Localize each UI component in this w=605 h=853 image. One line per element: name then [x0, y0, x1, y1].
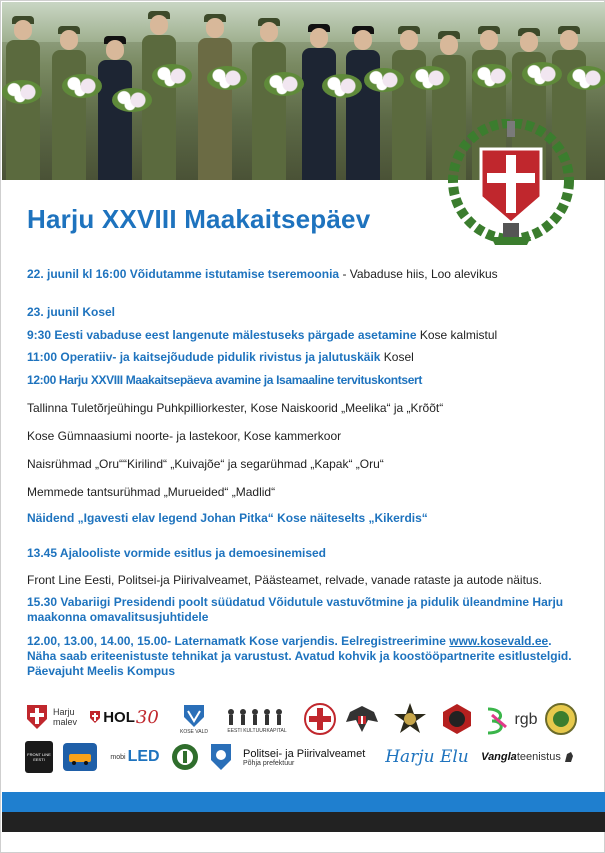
green-circle-icon — [170, 742, 200, 772]
sponsor-logos — [21, 699, 591, 777]
shield-emblem-icon — [440, 702, 474, 736]
eagle-logo — [343, 701, 381, 737]
program-item-lantern-hike — [27, 634, 572, 679]
program-item-wreaths-title: 9:30 Eesti vabaduse eest langenute mälestuseks pärgade asetamine — [27, 328, 417, 342]
rgb-logo: rgb — [481, 703, 541, 737]
event-tree-planting-time: 22. juunil kl 16:00 Võidutamme istutamise tseremoonia — [27, 267, 340, 281]
exhibit-line: Front Line Eesti, Politsei-ja Piirivalveamet, Päästeamet, relvade, vanade rataste ja autode näitus. — [27, 573, 542, 587]
program-item-wreaths — [27, 328, 497, 343]
harju-malev-emblem — [441, 119, 581, 259]
blue-crest-icon — [209, 742, 233, 772]
green-badge-logo — [169, 741, 201, 773]
kulka-figures-icon — [225, 706, 289, 728]
performer-line: Memmede tantsurühmad „Murueided“ „Madlid“ — [27, 485, 276, 499]
rgb-swirl-icon — [484, 705, 510, 735]
lantern-hike-text: 12.00, 13.00, 14.00, 15.00- Laternamatk Kose varjendis. Eelregistreerimine — [27, 634, 450, 648]
program-item-play: Näidend „Igavesti elav legend Johan Pitka“ Kose näiteselts „Kikerdis“ — [27, 511, 428, 525]
day-header: 23. juunil Kosel — [27, 305, 116, 319]
event-tree-planting-place: - Vabaduse hiis, Loo alevikus — [339, 267, 498, 281]
harju-elu-logo: Harju Elu — [385, 747, 469, 767]
lion-icon — [563, 750, 575, 764]
program-item-victory-fire: 15.30 Vabariigi Presidendi poolt süüdatud Võidutule vastuvõtmine ja pidulik üleandmine Harju maakonna omavalitsusjuhtidele — [27, 595, 564, 624]
rescue-board-logo — [391, 701, 429, 737]
footer-black-bar — [2, 812, 605, 832]
star-badge-icon — [392, 702, 428, 736]
program-item-parade — [27, 350, 414, 365]
motorsport-logo — [63, 743, 97, 771]
blue-crest-logo — [207, 741, 235, 773]
performer-line: Kose Gümnaasiumi noorte- ja lastekoor, Kose kammerkoor — [27, 429, 342, 443]
program-item-uniforms: 13.45 Ajalooliste vormide esitlus ja demoesinemised — [27, 546, 327, 560]
naiskodukaitse-logo — [303, 701, 337, 737]
kose-vald-crest-icon — [182, 703, 206, 729]
kaitseliit-logo — [543, 701, 579, 737]
wreath-badge-icon — [544, 702, 578, 736]
footer-blue-bar — [2, 792, 605, 812]
hol-shield-icon — [89, 710, 101, 724]
kulka-logo: EESTI KULTUURKAPITAL — [221, 703, 293, 737]
kosevald-link[interactable]: www.kosevald.ee — [449, 634, 549, 648]
vanglateenistus-logo: Vangla teenistus — [473, 743, 583, 771]
eagle-icon — [344, 702, 380, 736]
harju-malev-shield-icon — [25, 703, 49, 731]
politsei-logo: Politsei- ja Piirivalveamet Põhja prefektuur — [243, 747, 366, 767]
frontline-logo: FRONT LINE EESTI — [25, 741, 53, 773]
car-icon — [67, 748, 93, 766]
lantern-hike-text-2: . Näha saab eriteenistuste tehnikat ja varustust. Avatud kohvik ja koostööpartnerite esitlustelgid. Päevajuht Meelis Kompus — [27, 634, 572, 678]
mobiled-logo: mobi LED — [110, 748, 160, 765]
performer-line: Naisrühmad „Oru““Kirilind“ „Kuivajõe“ ja segarühmad „Kapak“ „Oru“ — [27, 457, 384, 471]
performer-line: Tallinna Tuletõrjeühingu Puhkpilliorkester, Kose Naiskoorid „Meelika“ ja „Krõõt“ — [27, 401, 444, 415]
program-item-parade-place: Kosel — [380, 350, 414, 364]
program-item-wreaths-place: Kose kalmistul — [416, 328, 498, 342]
cross-badge-icon — [304, 702, 336, 736]
harju-malev-logo: Harju malev — [25, 703, 85, 731]
page-title: Harju XXVIII Maakaitsepäev — [27, 204, 371, 234]
vikings-logo — [439, 701, 475, 737]
hol-logo: HOL 30 — [89, 705, 159, 729]
kose-vald-logo: KOSE VALD — [179, 701, 209, 737]
program-item-parade-title: 11:00 Operatiiv- ja kaitsejõudude pidulik rivistus ja jalutuskäik — [27, 350, 381, 364]
program-item-opening: 12:00 Harju XXVIII Maakaitsepäeva avamine ja Isamaaline tervituskontsert — [27, 373, 423, 387]
event-tree-planting — [27, 267, 498, 282]
